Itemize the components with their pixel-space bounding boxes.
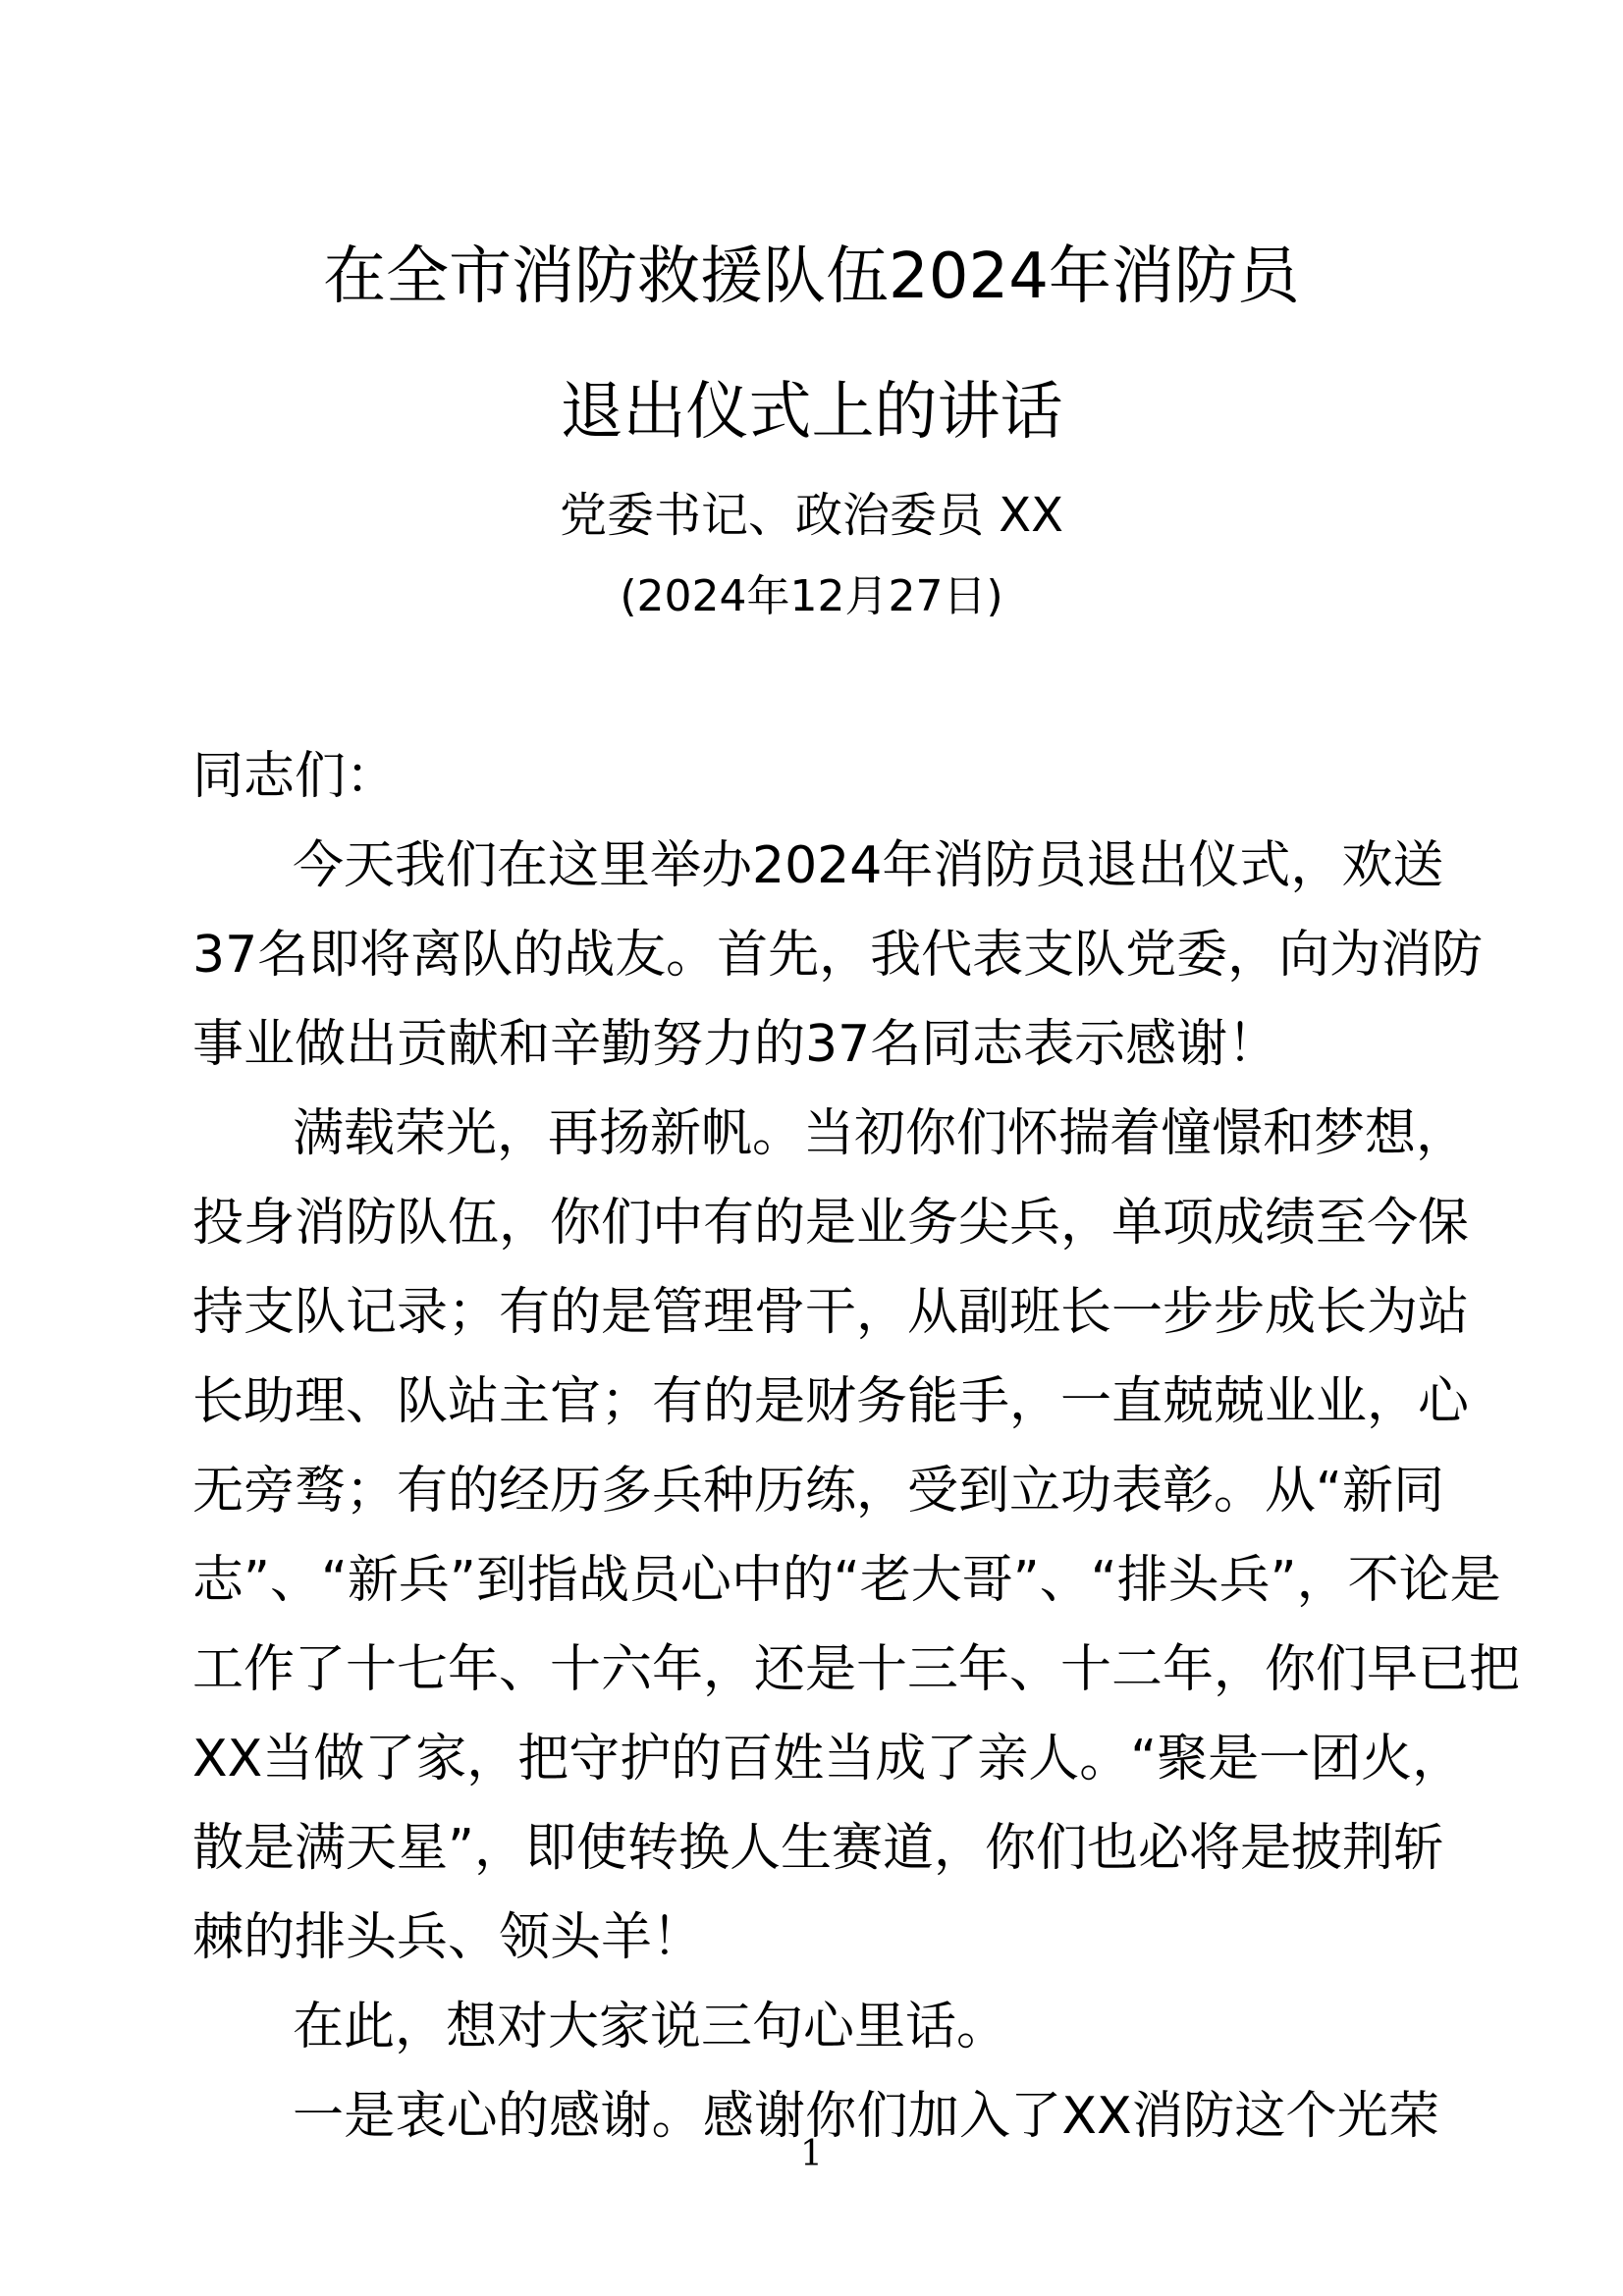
body-line: XX当做了家，把守护的百姓当成了亲人。“聚是一团火， — [192, 1730, 1464, 1789]
speaker-byline: 党委书记、政治委员 XX — [559, 488, 1064, 543]
document-title-line-2: 退出仪式上的讲话 — [560, 376, 1063, 449]
body-line: 在此，想对大家说三句心里话。 — [293, 1998, 1008, 2056]
body-line: 投身消防队伍，你们中有的是业务尖兵，单项成绩至今保 — [192, 1194, 1470, 1253]
body-line: 37名即将离队的战友。首先，我代表支队党委，向为消防 — [192, 926, 1484, 985]
document-title-line-1: 在全市消防救援队伍2024年消防员 — [323, 240, 1300, 313]
body-line: 工作了十七年、十六年，还是十三年、十二年，你们早已把 — [192, 1640, 1521, 1699]
speech-body — [192, 732, 1521, 2162]
body-line: 一是衷心的感谢。感谢你们加入了XX消防这个光荣 — [293, 2087, 1439, 2146]
body-line: 散是满天星”，即使转换人生赛道，你们也必将是披荆斩 — [192, 1819, 1444, 1878]
page-number: 1 — [800, 2134, 823, 2174]
body-line: 志”、“新兵”到指战员心中的“老大哥”、“排头兵”，不论是 — [192, 1551, 1501, 1610]
body-line: 无旁骛；有的经历多兵种历练，受到立功表彰。从“新同 — [192, 1462, 1444, 1521]
salutation-line: 同志们： — [192, 747, 398, 806]
body-line: 今天我们在这里举办2024年消防员退出仪式，欢送 — [293, 836, 1444, 895]
body-line: 长助理、队站主官；有的是财务能手，一直兢兢业业，心 — [192, 1372, 1470, 1431]
body-line: 棘的排头兵、领头羊！ — [192, 1908, 704, 1967]
body-line: 事业做出贡献和辛勤努力的37名同志表示感谢！ — [192, 1015, 1279, 1074]
body-line: 满载荣光，再扬新帆。当初你们怀揣着憧憬和梦想， — [293, 1104, 1468, 1163]
body-line: 持支队记录；有的是管理骨干，从副班长一步步成长为站 — [192, 1283, 1470, 1342]
speech-date: (2024年12月27日) — [620, 571, 1003, 621]
